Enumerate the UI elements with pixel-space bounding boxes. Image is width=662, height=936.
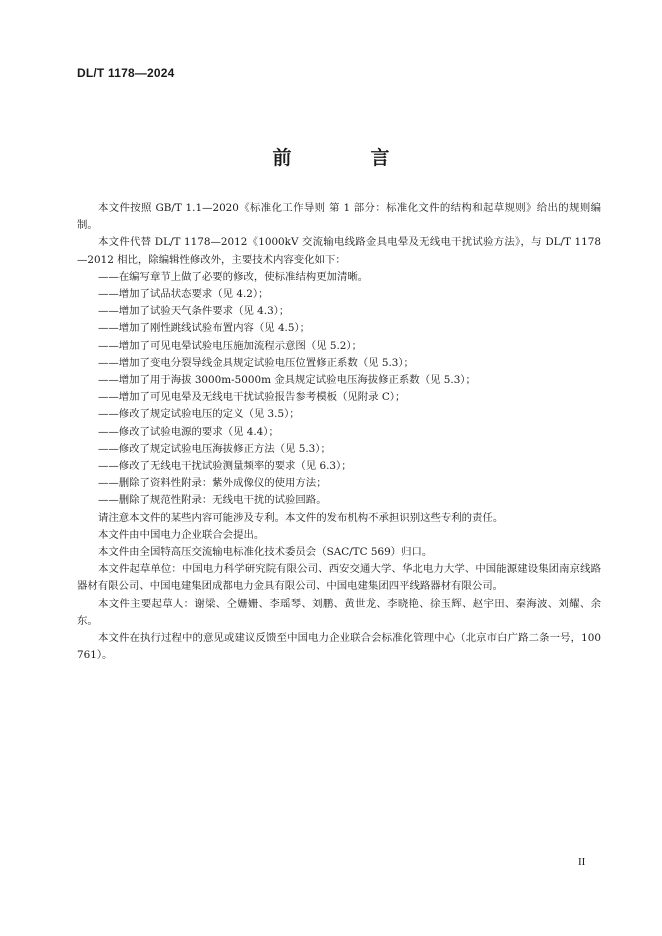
standard-code: DL/T 1178—2024: [77, 66, 175, 80]
change-item: ——增加了试品状态要求（见 4.2）；: [98, 288, 269, 301]
paragraph-patent-notice: 请注意本文件的某些内容可能涉及专利。本文件的发布机构不承担识别这些专利的责任。: [98, 511, 504, 524]
change-item: ——增加了可见电晕试验电压施加流程示意图（见 5.2）；: [98, 339, 363, 352]
change-item: ——修改了规定试验电压的定义（见 3.5）；: [98, 408, 300, 421]
change-item: ——在编写章节上做了必要的修改，使标准结构更加清晰。: [98, 270, 369, 283]
change-item: ——增加了可见电晕及无线电干扰试验报告参考模板（见附录 C）；: [98, 391, 406, 404]
change-item: ——增加了试验天气条件要求（见 4.3）；: [98, 305, 290, 318]
paragraph-drafting-rules: 本文件按照 GB/T 1.1—2020《标准化工作导则 第 1 部分：标准化文件的结构和起草规则》给出的规则编制。: [77, 202, 601, 232]
change-item: ——增加了用于海拔 3000m-5000m 金具规定试验电压海拔修正系数（见 5.3）；: [98, 374, 476, 387]
change-item: ——增加了变电分裂导线金具规定试验电压位置修正系数（见 5.3）；: [98, 356, 414, 369]
paragraph-committee: 本文件由全国特高压交流输电标准化技术委员会（SAC/TC 569）归口。: [98, 546, 433, 559]
foreword-body: [77, 200, 601, 664]
page-number: II: [578, 856, 586, 868]
paragraph-feedback: 本文件在执行过程中的意见或建议反馈至中国电力企业联合会标准化管理中心（北京市白广路二条一号，100761）。: [77, 632, 601, 662]
change-item: ——修改了无线电干扰试验测量频率的要求（见 6.3）；: [98, 460, 352, 473]
paragraph-drafters: 本文件主要起草人：谢梁、仝姗姗、李瑶琴、刘鹏、黄世龙、李晓艳、徐玉辉、赵宇田、秦海波、刘耀、余东。: [77, 597, 601, 627]
change-item: ——增加了刚性跳线试验布置内容（见 4.5）；: [98, 322, 311, 335]
paragraph-proposer: 本文件由中国电力企业联合会提出。: [98, 528, 265, 541]
change-item: ——修改了规定试验电压海拔修正方法（见 5.3）；: [98, 442, 331, 455]
change-item: ——删除了规范性附录：无线电干扰的试验回路。: [98, 494, 327, 507]
change-item: ——修改了试验电源的要求（见 4.4）；: [98, 425, 279, 438]
page-title: 前 言: [272, 147, 420, 169]
change-item: ——删除了资料性附录：紫外成像仪的使用方法；: [98, 477, 327, 490]
paragraph-replacement: 本文件代替 DL/T 1178—2012《1000kV 交流输电线路金具电晕及无线电干扰试验方法》，与 DL/T 1178—2012 相比，除编辑性修改外，主要技术内容变化如下：: [77, 236, 601, 266]
paragraph-drafting-units: 本文件起草单位：中国电力科学研究院有限公司、西安交通大学、华北电力大学、中国能源建设集团南京线路器材有限公司、中国电建集团成都电力金具有限公司、中国电建集团四平线路器材有限公司。: [77, 563, 601, 593]
